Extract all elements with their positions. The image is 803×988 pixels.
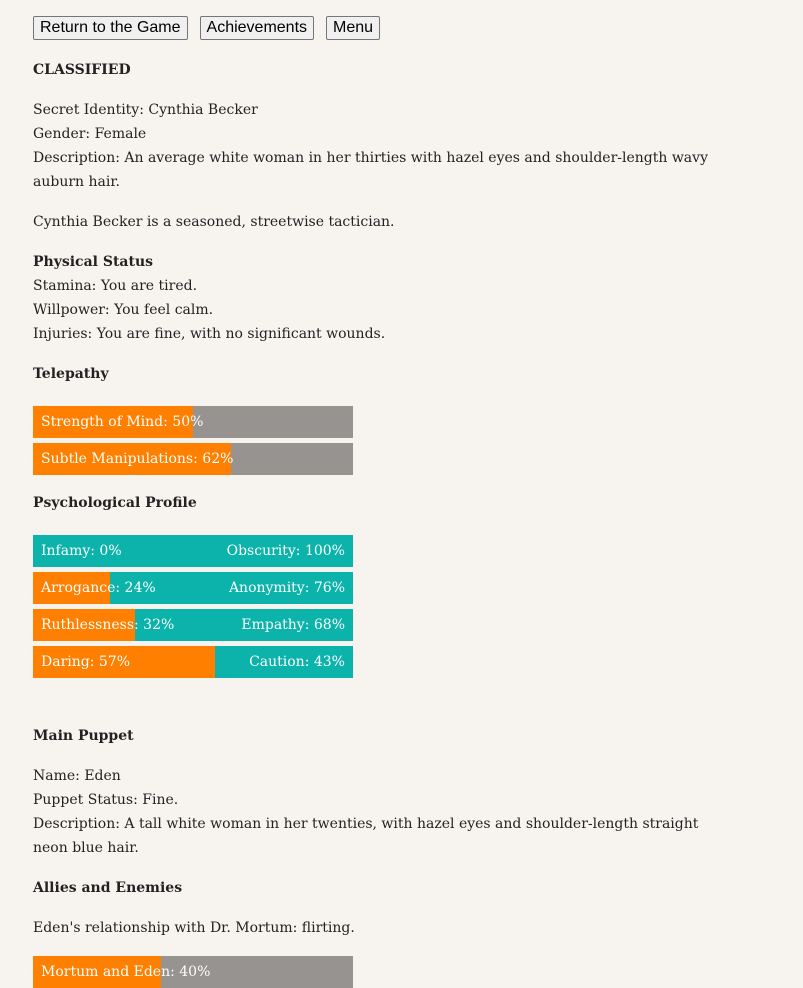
puppet-description-text: Description: A tall white woman in her twenties, with hazel eyes and shoulder-length straight neon blue hair.: [33, 816, 699, 856]
relationship-text: Eden's relationship with Dr. Mortum: flirting.: [33, 920, 355, 936]
relationship-bars: [33, 956, 733, 988]
puppet-name-text: Name: Eden: [33, 768, 121, 784]
achievements-button[interactable]: Achievements: [200, 16, 315, 40]
physical-status-heading: Physical Status: [33, 254, 154, 270]
identity-description-text: Description: An average white woman in her thirties with hazel eyes and shoulder-length wavy auburn hair.: [33, 150, 708, 190]
strength-of-mind-bar: [33, 406, 353, 438]
obscurity-label: Obscurity: 100%: [226, 543, 345, 559]
main-puppet-heading: Main Puppet: [33, 728, 134, 744]
return-to-game-button[interactable]: Return to the Game: [33, 16, 188, 40]
empathy-label: Empathy: 68%: [241, 617, 345, 633]
gender-text: Gender: Female: [33, 126, 147, 142]
mortum-eden-bar: [33, 956, 353, 988]
arrogance-anonymity-bar: [33, 572, 353, 604]
caution-label: Caution: 43%: [249, 654, 345, 670]
classified-heading: CLASSIFIED: [33, 62, 131, 78]
stamina-text: Stamina: You are tired.: [33, 278, 198, 294]
ruthlessness-label: Ruthlessness: 32%: [41, 617, 175, 633]
telepathy-heading: Telepathy: [33, 366, 109, 382]
mortum-eden-label: Mortum and Eden: 40%: [41, 964, 211, 980]
toolbar: [33, 16, 380, 40]
infamy-label: Infamy: 0%: [41, 543, 122, 559]
telepathy-bars: [33, 406, 733, 475]
identity-summary-text: Cynthia Becker is a seasoned, streetwise tactician.: [33, 214, 395, 230]
psychological-bars: [33, 535, 733, 678]
ruthlessness-empathy-bar: [33, 609, 353, 641]
stats-content: [33, 58, 733, 988]
arrogance-label: Arrogance: 24%: [41, 580, 156, 596]
secret-identity-text: Secret Identity: Cynthia Becker: [33, 102, 258, 118]
allies-enemies-heading: Allies and Enemies: [33, 880, 183, 896]
infamy-obscurity-bar: [33, 535, 353, 567]
daring-label: Daring: 57%: [41, 654, 131, 670]
subtle-manipulations-bar: [33, 443, 353, 475]
anonymity-label: Anonymity: 76%: [228, 580, 345, 596]
subtle-manipulations-label: Subtle Manipulations: 62%: [41, 451, 234, 467]
strength-of-mind-label: Strength of Mind: 50%: [41, 414, 204, 430]
daring-caution-bar: [33, 646, 353, 678]
psychological-profile-heading: Psychological Profile: [33, 495, 197, 511]
injuries-text: Injuries: You are fine, with no significant wounds.: [33, 326, 386, 342]
willpower-text: Willpower: You feel calm.: [33, 302, 214, 318]
puppet-status-text: Puppet Status: Fine.: [33, 792, 179, 808]
menu-button[interactable]: Menu: [326, 16, 380, 40]
